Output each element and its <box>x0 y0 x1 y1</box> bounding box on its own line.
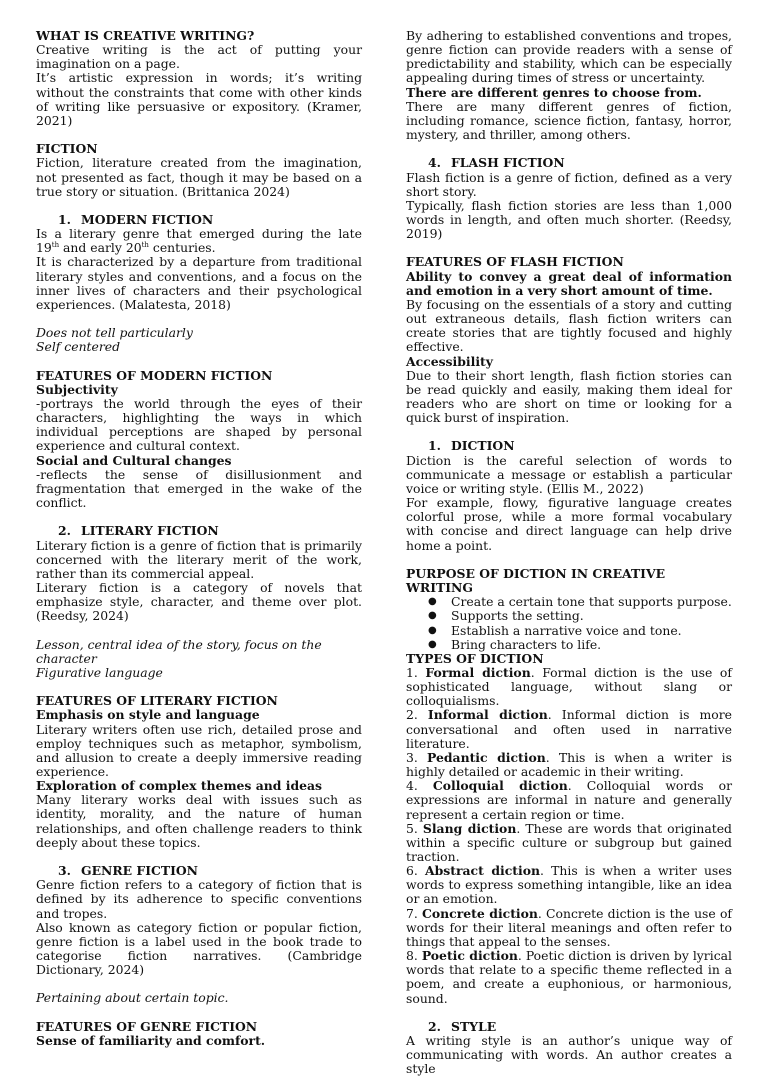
heading-literary-fiction <box>36 524 362 538</box>
paragraph-flash-fiction-length: Typically, flash fiction stories are less than 1,000 words in length, and often much shorter. (Reedsy, 2019) <box>406 197 732 242</box>
subheading-accessibility: Accessibility <box>406 353 493 369</box>
diction-description: . Informal diction is more conversational and often used in narrative literature. <box>406 707 732 751</box>
list-number: 6. <box>406 863 418 879</box>
bullet-icon: ● <box>428 596 437 608</box>
heading-text: STYLE <box>451 1018 497 1034</box>
diction-term: Colloquial diction <box>432 778 568 794</box>
heading-style <box>406 1020 732 1034</box>
diction-type-item <box>406 751 732 779</box>
heading-features-modern-fiction: FEATURES OF MODERN FICTION <box>36 367 273 383</box>
diction-type-item <box>406 779 732 821</box>
diction-type-item <box>406 708 732 750</box>
list-item-text: Establish a narrative voice and tone. <box>451 622 682 638</box>
subheading-convey-information: Ability to convey a great deal of information and emotion in a very short amount of time. <box>406 268 732 298</box>
heading-flash-fiction <box>406 156 732 170</box>
heading-types-of-diction: TYPES OF DICTION <box>406 650 544 666</box>
heading-genre-fiction <box>36 864 362 878</box>
superscript: th <box>51 241 60 250</box>
heading-modern-fiction <box>36 213 362 227</box>
text-run: and early 20 <box>59 240 142 256</box>
list-number: 1. <box>58 212 71 227</box>
bullet-icon: ● <box>428 624 437 636</box>
heading-features-flash-fiction: FEATURES OF FLASH FICTION <box>406 254 624 270</box>
diction-description: . Poetic diction is driven by lyrical words that relate to a specific theme reflected in a poem, and create a euphonious, or harmonious, sound. <box>406 948 732 1006</box>
list-number: 2. <box>406 707 418 723</box>
heading-text: MODERN FICTION <box>81 212 214 227</box>
list-number: 7. <box>406 905 418 921</box>
list-item <box>406 638 732 652</box>
diction-description: . Concrete diction is the use of words for their literal meanings and often refer to things that appeal to the senses. <box>406 905 732 949</box>
diction-term: Abstract diction <box>425 863 540 879</box>
list-number: 1. <box>428 438 441 454</box>
diction-type-item <box>406 907 732 949</box>
diction-type-item <box>406 822 732 864</box>
diction-term: Informal diction <box>427 707 548 723</box>
list-number: 4. <box>406 778 418 794</box>
paragraph-genre-fiction-definition: Genre fiction refers to a category of fiction that is defined by its adherence to specific conventions and tropes. <box>36 877 362 921</box>
list-number: 3. <box>406 749 418 765</box>
heading-text: LITERARY FICTION <box>81 523 219 539</box>
diction-term: Slang diction <box>422 820 517 836</box>
paragraph-complex-themes: Many literary works deal with issues such as identity, morality, and the nature of human relationships, and often challenge readers to think deeply about these topics. <box>36 792 362 850</box>
bullet-icon: ● <box>428 610 437 622</box>
note-modern-fiction-2: Self centered <box>36 339 121 355</box>
subheading-social-cultural-changes: Social and Cultural changes <box>36 452 232 468</box>
list-number: 2. <box>58 523 71 539</box>
note-genre-fiction: Pertaining about certain topic. <box>36 990 229 1006</box>
subheading-different-genres: There are different genres to choose from. <box>406 84 702 100</box>
heading-features-genre-fiction: FEATURES OF GENRE FICTION <box>36 1018 258 1034</box>
heading-fiction: FICTION <box>36 141 98 157</box>
list-number: 2. <box>428 1018 441 1034</box>
diction-term: Poetic diction <box>421 948 518 964</box>
paragraph-accessibility: Due to their short length, flash fiction stories can be read quickly and easily, making them ideal for readers who are short on time or looking for a quick burst of inspiration. <box>406 367 732 426</box>
subheading-subjectivity: Subjectivity <box>36 381 118 397</box>
paragraph-different-genres: There are many different genres of fiction, including romance, science fiction, fantasy, horror, mystery, and thriller, among others. <box>406 98 732 143</box>
note-literary-fiction-2: Figurative language <box>36 664 163 680</box>
paragraph-convey-information: By focusing on the essentials of a story and cutting out extraneous details, flash fiction writers can create stories that are tightly focused and highly effective. <box>406 296 732 355</box>
heading-text: FLASH FICTION <box>451 155 565 171</box>
list-number: 5. <box>406 820 418 836</box>
paragraph-flash-fiction-definition: Flash fiction is a genre of fiction, defined as a very short story. <box>406 169 732 199</box>
paragraph-modern-fiction-origin <box>36 227 362 255</box>
list-item <box>406 595 732 609</box>
diction-term: Concrete diction <box>422 905 538 921</box>
diction-description: . Formal diction is the use of sophisticated language, without slang or colloquialisms. <box>406 664 732 709</box>
diction-type-item <box>406 666 732 708</box>
list-item-text: Supports the setting. <box>451 608 584 624</box>
paragraph-social-cultural-changes: -reflects the sense of disillusionment and fragmentation that emerged in the wake of the conflict. <box>36 466 362 511</box>
list-number: 8. <box>406 948 418 964</box>
note-literary-fiction-1: Lesson, central idea of the story, focus on the character <box>36 636 322 666</box>
list-number: 1. <box>406 664 418 680</box>
paragraph-diction-example: For example, flowy, figurative language creates colorful prose, while a more formal vocabulary with concise and direct language can help drive home a point. <box>406 495 732 553</box>
paragraph-modern-fiction-characteristics: It is characterized by a departure from traditional literary styles and conventions, and a focus on the inner lives of characters and their psychological experiences. (Malatesta, 2018) <box>36 254 362 312</box>
paragraph-creative-writing-definition: Creative writing is the act of putting your imagination on a page. <box>36 42 362 72</box>
paragraph-diction-definition: Diction is the careful selection of words to communicate a message or establish a particular voice or writing style. (Ellis M., 2022) <box>406 452 732 496</box>
text-run: centuries. <box>148 240 216 256</box>
heading-features-literary-fiction: FEATURES OF LITERARY FICTION <box>36 693 278 709</box>
note-modern-fiction-1: Does not tell particularly <box>36 325 193 341</box>
diction-description: . Colloquial words or expressions are informal in nature and generally represent a certain region or time. <box>406 778 732 822</box>
paragraph-creative-writing-expression: It’s artistic expression in words; it’s writing without the constraints that come with other kinds of writing like persuasive or expository. (Kramer, 2021) <box>36 70 362 128</box>
paragraph-genre-conventions: By adhering to established conventions and tropes, genre fiction can provide readers with a sense of predictability and stability, which can be especially appealing during times of stress or uncertainty. <box>406 28 732 86</box>
heading-text: GENRE FICTION <box>81 863 198 879</box>
diction-type-item <box>406 864 732 906</box>
diction-term: Pedantic diction <box>427 749 546 765</box>
diction-term: Formal diction <box>425 664 531 680</box>
paragraph-style-language: Literary writers often use rich, detailed prose and employ techniques such as metaphor, symbolism, and allusion to create a deeply immersive reading experience. <box>36 721 362 780</box>
subheading-style-language: Emphasis on style and language <box>36 707 260 723</box>
list-item-text: Bring characters to life. <box>451 636 602 652</box>
list-item <box>406 624 732 638</box>
diction-description: . This is when a writer uses words to express something intangible, like an idea or an emotion. <box>406 863 732 907</box>
heading-diction <box>406 439 732 453</box>
paragraph-genre-fiction-category: Also known as category fiction or popular fiction, genre fiction is a label used in the book trade to categorise fiction narratives. (Cambridge Dictionary, 2024) <box>36 919 362 978</box>
text-run: Is a literary genre that emerged during the late 19 <box>36 226 362 256</box>
paragraph-literary-fiction-category: Literary fiction is a category of novels that emphasize style, character, and theme over plot. (Reedsy, 2024) <box>36 580 362 624</box>
diction-description: . These are words that originated within a specific culture or subgroup but gained traction. <box>406 820 732 864</box>
heading-what-is-creative-writing: WHAT IS CREATIVE WRITING? <box>36 28 255 43</box>
list-number: 3. <box>58 863 71 879</box>
bullet-icon: ● <box>428 638 437 650</box>
superscript: th <box>141 241 149 250</box>
list-number: 4. <box>428 155 441 171</box>
list-item-text: Create a certain tone that supports purpose. <box>451 594 732 610</box>
diction-type-item <box>406 949 732 1006</box>
paragraph-fiction-definition: Fiction, literature created from the imagination, not presented as fact, though it may be based on a true story or situation. (Brittanica 2024) <box>36 155 362 199</box>
right-column <box>406 29 732 1076</box>
subheading-familiarity-comfort: Sense of familiarity and comfort. <box>36 1032 266 1048</box>
heading-purpose-of-diction: PURPOSE OF DICTION IN CREATIVE WRITING <box>406 565 666 596</box>
list-item <box>406 609 732 623</box>
heading-text: DICTION <box>451 438 515 454</box>
paragraph-style-definition: A writing style is an author’s unique way of communicating with words. An author creates a style <box>406 1033 732 1076</box>
left-column <box>36 29 362 1048</box>
paragraph-literary-fiction-definition: Literary fiction is a genre of fiction that is primarily concerned with the literary merit of the work, rather than its commercial appeal. <box>36 537 362 581</box>
paragraph-subjectivity: -portrays the world through the eyes of their characters, highlighting the ways in which individual perceptions are shaped by personal experience and cultural context. <box>36 396 362 454</box>
diction-description: . This is when a writer is highly detailed or academic in their writing. <box>406 749 732 780</box>
subheading-complex-themes: Exploration of complex themes and ideas <box>36 778 322 794</box>
